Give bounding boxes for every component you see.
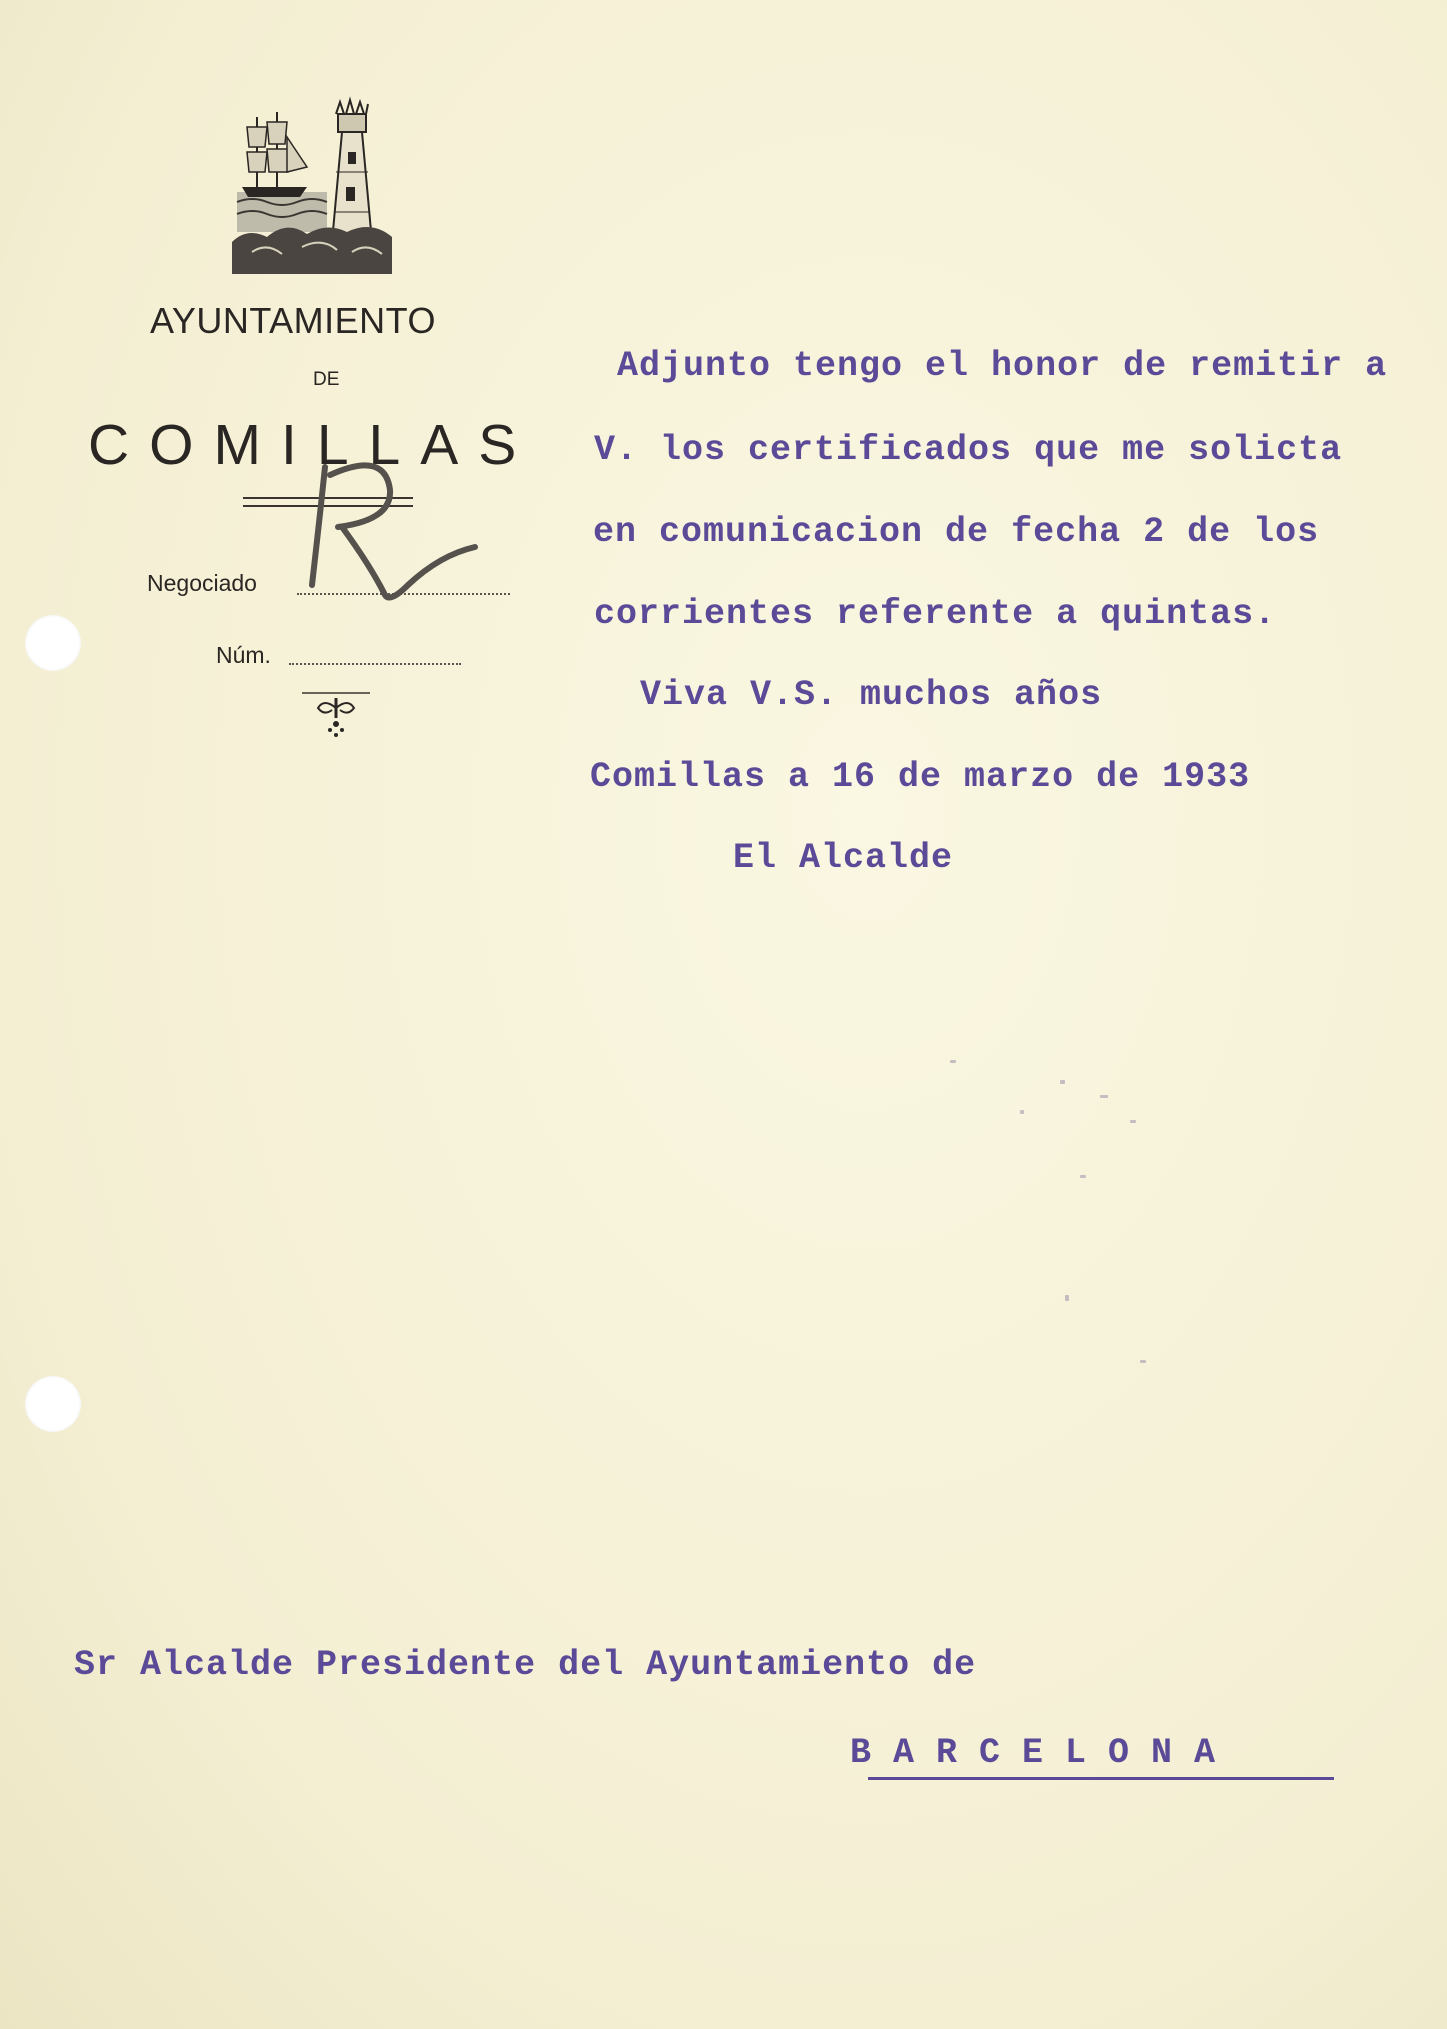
ink-speck bbox=[1020, 1110, 1024, 1114]
org-city: COMILLAS bbox=[88, 413, 537, 477]
ink-speck bbox=[1065, 1295, 1069, 1301]
recipient-city-underline bbox=[868, 1777, 1334, 1780]
ship-lighthouse-icon bbox=[232, 92, 392, 274]
ink-speck bbox=[1080, 1175, 1086, 1178]
recipient-line: Sr Alcalde Presidente del Ayuntamiento de bbox=[74, 1645, 977, 1685]
num-field bbox=[289, 663, 461, 665]
signer-line: El Alcalde bbox=[733, 838, 954, 878]
date-line: Comillas a 16 de marzo de 1933 bbox=[590, 757, 1251, 797]
body-line: corrientes referente a quintas. bbox=[594, 594, 1277, 634]
punch-hole bbox=[25, 615, 81, 671]
num-label: Núm. bbox=[216, 642, 271, 668]
body-line: en comunicacion de fecha 2 de los bbox=[593, 512, 1320, 552]
handwritten-r-mark bbox=[290, 455, 490, 615]
body-line: Adjunto tengo el honor de remitir a bbox=[617, 346, 1388, 386]
ink-speck bbox=[1140, 1360, 1146, 1363]
closing-line: Viva V.S. muchos años bbox=[640, 675, 1103, 715]
recipient-city: BARCELONA bbox=[850, 1733, 1238, 1773]
ink-speck bbox=[1130, 1120, 1136, 1123]
ink-speck bbox=[1100, 1095, 1108, 1098]
body-line: V. los certificados que me solicta bbox=[594, 430, 1343, 470]
negociado-label: Negociado bbox=[147, 570, 257, 596]
ink-speck bbox=[1060, 1080, 1065, 1084]
ink-speck bbox=[950, 1060, 956, 1063]
org-name: AYUNTAMIENTO bbox=[150, 300, 437, 341]
punch-hole bbox=[25, 1376, 81, 1432]
fleuron-ornament-icon bbox=[300, 690, 372, 740]
org-de: DE bbox=[313, 369, 340, 390]
